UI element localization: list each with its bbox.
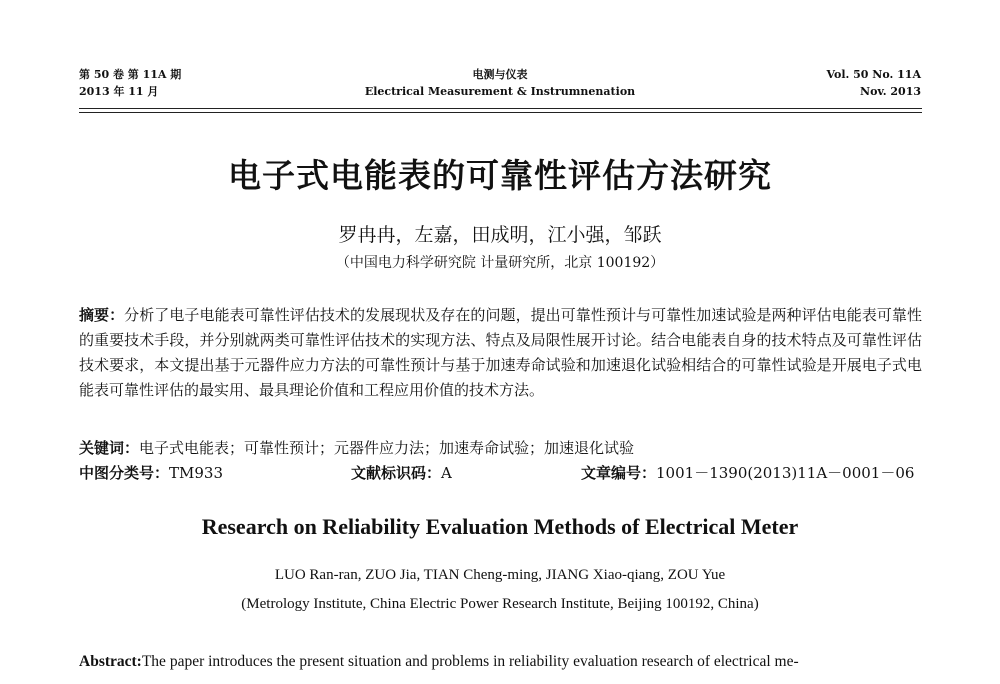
volume-issue-en: Vol. 50 No. 11A <box>826 68 921 81</box>
clc-label: 中图分类号： <box>79 464 170 482</box>
authors-en: LUO Ran-ran, ZUO Jia, TIAN Cheng-ming, JIANG Xiao-qiang, ZOU Yue <box>274 567 726 583</box>
article-number <box>581 461 914 485</box>
header-rule-thin <box>79 112 922 113</box>
keywords-cn <box>79 436 922 460</box>
clc-number <box>79 461 223 485</box>
abstract-cn <box>79 303 922 403</box>
abstract-en <box>79 650 922 674</box>
affiliation-cn: （中国电力科学研究院 计量研究所，北京 100192） <box>335 255 665 271</box>
abstract-en-text: The paper introduces the present situation and problems in reliability evaluation research of electrical me- <box>141 653 799 670</box>
doc-code-value: A <box>441 464 452 482</box>
document-code <box>351 461 452 485</box>
keywords-label: 关键词： <box>79 439 140 457</box>
abstract-cn-text: 分析了电子电能表可靠性评估技术的发展现状及存在的问题，提出可靠性预计与可靠性加速试验是两种评估电能表可靠性的重要技术手段，并分别就两类可靠性评估技术的实现方法、特点及局限性展开讨论。结合电能表自身的技术特点及可靠性评估技术要求，本文提出基于元器件应力方法的可靠性预计与基于加速寿命试验和加速退化试验相结合的可靠性试验是开展电子式电能表可靠性评估的最实用、最具理论价值和工程应用价值的技术方法。 <box>79 306 922 399</box>
journal-name-en: Electrical Measurement & Instrumnenation <box>364 85 636 98</box>
date-en: Nov. 2013 <box>860 85 921 98</box>
paper-title-en: Research on Reliability Evaluation Methods of Electrical Meter <box>201 514 799 539</box>
abstract-en-label: Abstract: <box>79 653 142 670</box>
clc-value: TM933 <box>169 464 224 482</box>
date-cn: 2013 年 11 月 <box>79 85 159 98</box>
doc-code-label: 文献标识码： <box>351 464 442 482</box>
authors-cn: 罗冉冉，左嘉，田成明，江小强，邹跃 <box>338 224 662 246</box>
header-rule-thick <box>79 108 922 109</box>
article-number-value: 1001－1390(2013)11A－0001－06 <box>656 464 915 482</box>
affiliation-en: (Metrology Institute, China Electric Power Research Institute, Beijing 100192, China) <box>241 596 759 612</box>
volume-issue-cn: 第 50 卷 第 11A 期 <box>79 68 182 81</box>
journal-volume-issue-en <box>826 66 921 100</box>
article-number-label: 文章编号： <box>581 464 657 482</box>
paper-title-cn: 电子式电能表的可靠性评估方法研究 <box>228 156 772 195</box>
abstract-cn-label: 摘要： <box>79 306 125 324</box>
journal-name-cn: 电测与仪表 <box>472 68 528 81</box>
keywords-text: 电子式电能表；可靠性预计；元器件应力法；加速寿命试验；加速退化试验 <box>139 439 635 457</box>
